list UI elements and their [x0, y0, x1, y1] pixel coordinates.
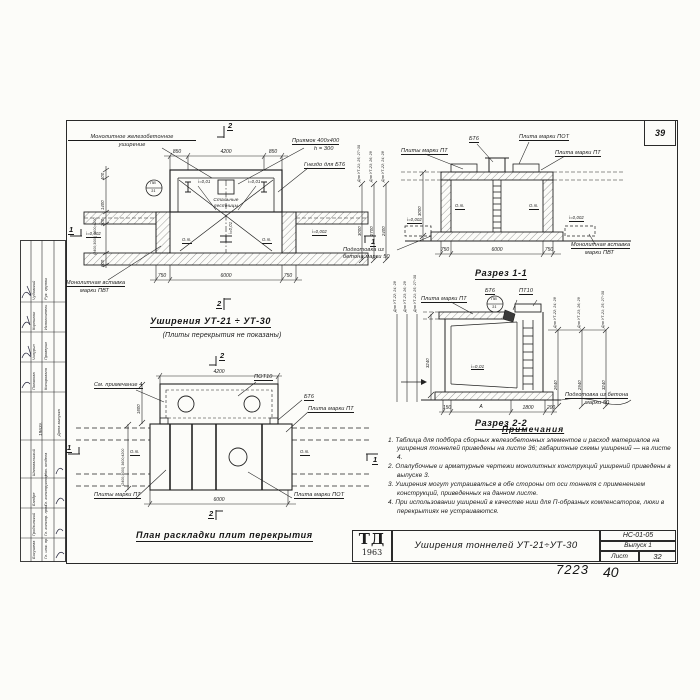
- variant-value: 2940: [577, 380, 582, 390]
- doc-code-cell: [600, 530, 676, 541]
- variant-label: Для УТ-23; 26; 29: [403, 281, 407, 312]
- dim-label: 4200: [213, 369, 225, 375]
- plan-bottom: [66, 352, 380, 552]
- stamp-grid: [20, 240, 66, 562]
- dim-label: 1800: [522, 405, 534, 411]
- dim-label: 750: [157, 273, 167, 279]
- variant-label: Для УТ-23; 26; 29: [577, 297, 581, 328]
- stamp-role: Гл. конструктор: [44, 474, 48, 506]
- dim-label: 6000: [491, 247, 503, 253]
- sheet-number: 32: [653, 552, 662, 561]
- label-steel-ladders: Стальные: [213, 198, 239, 203]
- plan-top-title: Уширения УТ-21 ÷ УТ-30: [150, 316, 271, 326]
- stamp-name: Чипурин: [32, 344, 36, 360]
- dim-label-vertical: 3240: [425, 358, 430, 368]
- variant-value: 2700: [369, 226, 374, 236]
- section-marker-1: 1: [67, 443, 72, 452]
- label-monolithic-widening: Монолитное железобетонное: [68, 134, 196, 141]
- axis-label: О.т.: [130, 449, 140, 454]
- note-item: 1. Таблица для подбора сборных железобетонных элементов и расход материалов на уширения тоннелей приведены на листе 36; габаритные схемы уширений — на листе 4.: [388, 437, 671, 461]
- label-socket-bt6: Гнездо для БТ6: [304, 162, 346, 168]
- dim-label-vertical: 400: [100, 172, 105, 180]
- dim-label: 850: [268, 149, 278, 155]
- note-item: 3. Уширения могут устраиваться в обе стороны от оси тоннеля с применением конструкций, приведенных на данном листе.: [388, 481, 646, 497]
- stamp-year: 1963г.: [38, 421, 43, 436]
- variant-label: Для УТ-23; 26; 29: [369, 151, 373, 182]
- logo-year: 1963: [361, 548, 383, 557]
- dim-label: 150: [442, 405, 452, 411]
- stamp-role: Проверил: [44, 341, 48, 360]
- stamp-date-label: Дата выпуска: [57, 409, 61, 436]
- variant-dims-section1: [354, 124, 394, 264]
- variant-label: Для УТ-21; 25; 27÷30: [357, 144, 361, 182]
- footer-number-left: 7223: [556, 562, 589, 577]
- title-block: [352, 530, 676, 562]
- stamp-role: Копировала: [44, 368, 48, 390]
- label-pot: Плита марки ПОТ: [294, 492, 345, 498]
- variant-value: 2640: [553, 380, 558, 390]
- slope-label: i=0,002: [86, 231, 101, 236]
- plan-top-subtitle: (Плиты перекрытия не показаны): [162, 332, 282, 339]
- label-concrete-prep: Подготовка из бетона: [565, 392, 629, 398]
- callout-bottom: 31: [492, 304, 497, 309]
- stamp-name: Корнилюк: [32, 311, 36, 330]
- stamp-name: Бандре: [32, 492, 36, 506]
- dim-label: 750: [283, 273, 293, 279]
- callout-top: ПВ: [150, 180, 156, 185]
- label-bt6: БТ6: [304, 394, 315, 400]
- slope-label: i=0,002: [407, 217, 422, 222]
- stamp-name: Чудовский: [32, 280, 36, 300]
- slope-label: i=0,01: [471, 364, 485, 369]
- section-marker-2: 2: [228, 121, 233, 130]
- stamp-name: Гродзинский: [32, 512, 36, 536]
- stamp-name: Богушева: [32, 540, 36, 559]
- label-steel-ladders-2: лестницы: [213, 204, 239, 209]
- dim-label: 200: [546, 405, 556, 411]
- label-pts: Плиты марки ПТ: [94, 492, 141, 498]
- notes-block: [388, 424, 678, 517]
- stamp-role: Гл. констр. прол.: [44, 503, 48, 536]
- slope-label: i=0,01: [198, 179, 211, 184]
- note-item: 2. Опалубочные и арматурные чертежи монолитных конструкций уширений приведены в выпуске 3.: [388, 463, 671, 479]
- logo-cell: [352, 530, 392, 562]
- section-2-2-title: Разрез 2-2: [475, 418, 528, 428]
- notes-title: Примечания: [501, 424, 565, 434]
- dim-label: 850: [172, 149, 182, 155]
- logo-td: ТД: [358, 530, 386, 548]
- label-monolithic-widening-2: уширение: [118, 142, 146, 148]
- variant-label: Для УТ-21; 25; 27÷30: [413, 274, 417, 312]
- section-1-1: [393, 122, 643, 290]
- label-pt: Плита марки ПТ: [421, 296, 467, 302]
- page-number-box: [644, 120, 676, 146]
- dim-label: 750: [544, 247, 554, 253]
- stamp-role: Гл. инж. пр.: [44, 537, 48, 559]
- plan-top: [66, 122, 380, 352]
- section-marker-1: 1: [373, 455, 378, 464]
- label-bt6: БТ6: [485, 288, 496, 294]
- dim-label-vertical: (2400;3000) 3600;4200: [121, 448, 125, 486]
- issue-cell: [600, 541, 676, 551]
- note-item: 4. При использовании уширений в качестве ниш для П-образных компенсаторов, люки в перекрытиях не устраиваются.: [388, 499, 665, 515]
- dim-label-vertical: 1800: [136, 404, 141, 414]
- sheet-label-cell: [600, 551, 639, 562]
- label-monolithic-insert: Монолитная вставка: [66, 280, 126, 286]
- sheet-label: Лист: [611, 553, 628, 560]
- axis-label: О.т.: [262, 237, 272, 242]
- dim-label-vertical: 600: [100, 259, 105, 267]
- label-pot10: ПОТ10: [254, 374, 273, 380]
- section-marker-2: 2: [220, 351, 225, 360]
- variant-dims-section2: [548, 290, 622, 424]
- stamp-role: Исполнитель: [44, 304, 48, 330]
- section-marker-1: 1: [69, 225, 74, 234]
- dim-label: 6000: [213, 497, 225, 503]
- variant-label: Для УТ-22; 24; 28: [381, 151, 385, 182]
- footer-number-right: 40: [603, 564, 619, 580]
- variant-value: 3240: [601, 380, 606, 390]
- dim-label: А: [479, 404, 483, 410]
- label-pit: Приямок 400х400: [292, 138, 340, 144]
- dim-label: 6000: [220, 273, 232, 279]
- variant-value: 2400: [381, 226, 386, 236]
- dim-label-vertical: (2400;3000) 3600;4200: [93, 217, 97, 255]
- slope-label: i=0,002: [569, 215, 584, 220]
- section-marker-1: 1: [371, 237, 376, 246]
- label-see-note: См. примечание 4: [94, 382, 143, 388]
- dim-label: 4200: [220, 149, 232, 155]
- stamp-role: Рук. группы: [44, 277, 48, 300]
- axis-label: О.т.: [182, 237, 192, 242]
- dim-label-vertical: 300: [100, 218, 105, 226]
- callout-top: ПВ: [491, 296, 497, 301]
- issue: Выпуск 1: [624, 542, 652, 549]
- axis-label: О.т.: [455, 203, 465, 208]
- variant-label: Для УТ-21; 25; 27÷30: [601, 290, 605, 328]
- label-pit-h: h = 300: [314, 146, 334, 152]
- section-marker-2: 2: [217, 299, 222, 308]
- label-slabs-pt: Плиты марки ПТ: [401, 148, 448, 154]
- variant-value: 3000: [357, 226, 362, 236]
- page-number: 39: [655, 128, 666, 138]
- stamp-role: Нач. отдела: [44, 452, 48, 476]
- variant-label: Для УТ-22; 24; 28: [553, 297, 557, 328]
- stamp-name: Шаповальский: [32, 449, 36, 476]
- plan-bottom-title: План раскладки плит перекрытия: [136, 530, 313, 540]
- stamp-name: Полякова: [32, 372, 36, 390]
- label-concrete-prep-2: марки 50: [585, 400, 610, 406]
- axis-label: О.т.: [300, 449, 310, 454]
- callout-bottom: 31: [151, 188, 156, 193]
- sheet-number-cell: [639, 551, 676, 562]
- slope-label: i=0,01: [248, 179, 261, 184]
- label-bt6: БТ6: [469, 136, 480, 142]
- label-insert: Монолитная вставка: [571, 242, 631, 248]
- stamp-table: [20, 240, 66, 562]
- drawing-title-cell: [392, 530, 600, 562]
- label-monolithic-insert-2: марки ПВТ: [80, 288, 110, 294]
- label-pot: Плита марки ПОТ: [519, 134, 570, 140]
- dim-label-vertical: 1400: [100, 200, 105, 210]
- label-pt: Плита марки ПТ: [555, 150, 601, 156]
- axis-label: О.т.: [529, 203, 539, 208]
- label-pt10: ПТ10: [519, 288, 534, 294]
- section-marker-2: 2: [209, 509, 214, 518]
- slope-label-vertical: i=0,01: [228, 221, 233, 234]
- section-1-1-title: Разрез 1-1: [475, 268, 528, 278]
- label-pt: Плита марки ПТ: [308, 406, 354, 412]
- label-concrete-prep: Подготовка из бетона марки 50: [343, 247, 390, 260]
- dim-label-vertical: 3000: [417, 206, 422, 216]
- dim-label: 750: [440, 247, 450, 253]
- slope-label: i=0,002: [312, 229, 327, 234]
- drawing-title: Уширения тоннелей УТ-21÷УТ-30: [414, 540, 578, 551]
- label-insert-2: марки ПВТ: [585, 250, 615, 256]
- doc-code: НС-01-05: [622, 532, 654, 539]
- variant-label: Для УТ-22; 24; 28: [393, 281, 397, 312]
